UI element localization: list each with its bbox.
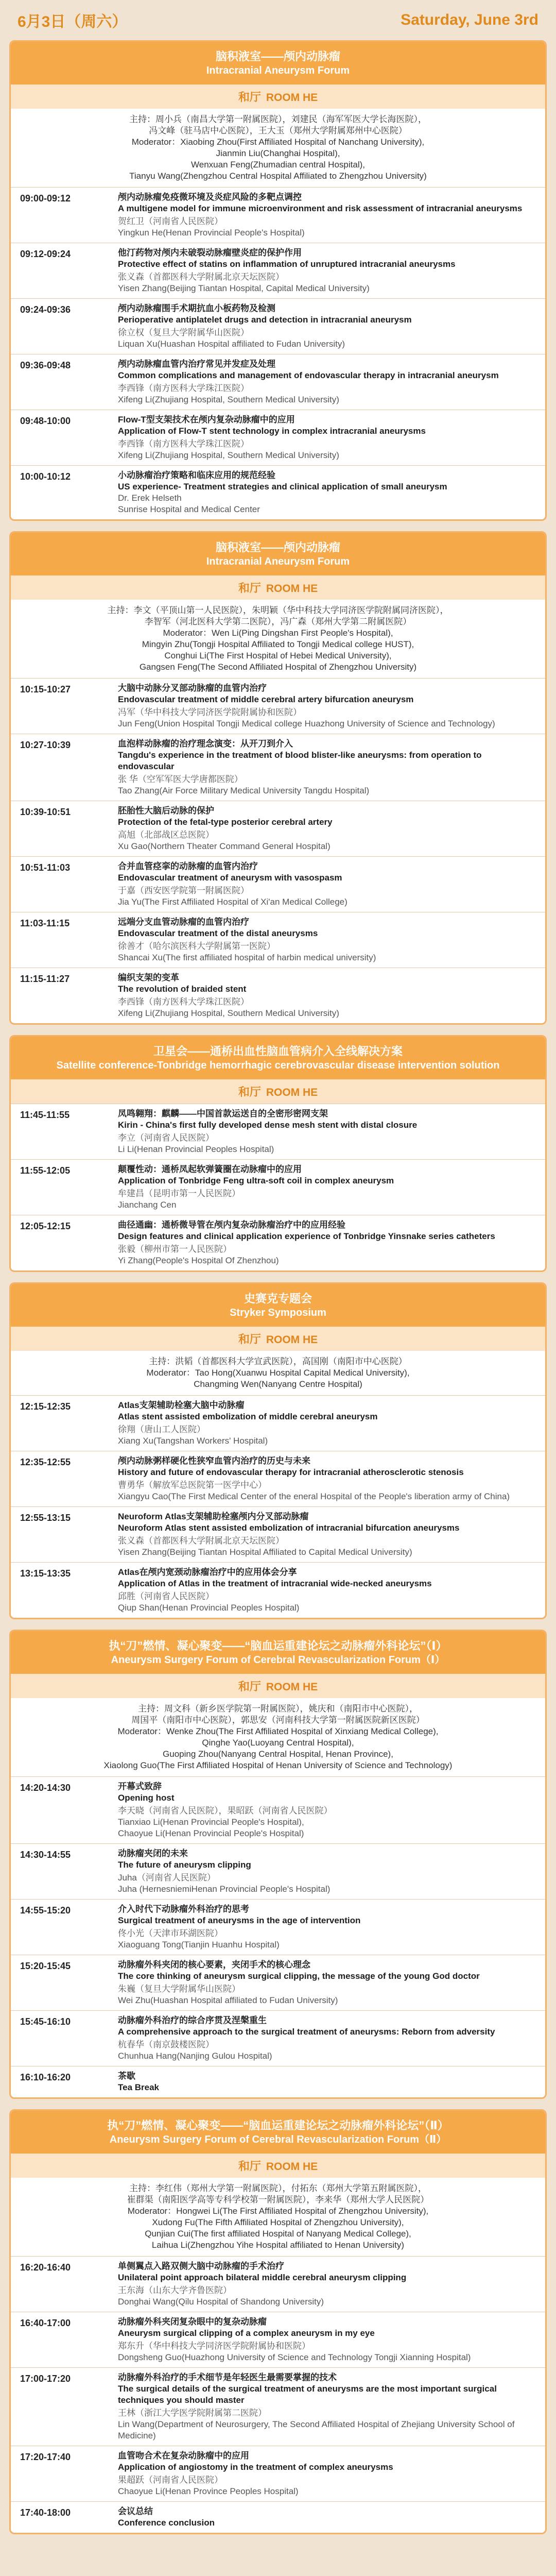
forum-title-en: Satellite conference-Tonbridge hemorrhagic cerebrovascular disease intervention solution	[56, 1060, 500, 1071]
agenda-body	[118, 2015, 536, 2062]
speaker-en: Qiup Shan(Henan Provincial Peoples Hospital)	[118, 1603, 300, 1613]
agenda-title-zh: 胚胎性大脑后动脉的保护	[118, 806, 214, 816]
moderator-line: Guoping Zhou(Nanyang Central Hospital, Henan Province),	[163, 1749, 393, 1759]
agenda-title-en: Application of Flow-T stent technology in complex intracranial aneurysms	[118, 426, 426, 436]
room-label-zh: 和厅	[238, 1086, 261, 1098]
agenda-time: 16:10-16:20	[20, 2072, 71, 2082]
moderator-line: 主持：李红伟（郑州大学第一附属医院），付拓东（郑州大学第五附属医院），	[129, 2183, 427, 2193]
moderators	[11, 600, 545, 678]
agenda-time: 10:39-10:51	[20, 807, 71, 817]
agenda-title-zh: 颠覆性动：通桥凤起软弹簧圈在动脉瘤中的应用	[118, 1164, 302, 1174]
agenda-item	[11, 1776, 545, 1843]
forum-card	[9, 531, 547, 1025]
agenda-item	[11, 243, 545, 298]
agenda-item	[11, 1843, 545, 1899]
moderator-line: Moderator：Wenke Zhou(The First Affiliated Hospital of Xinxiang Medical College),	[117, 1726, 439, 1736]
agenda-body	[118, 805, 536, 852]
agenda-item	[11, 2312, 545, 2367]
speaker-zh: 曹勇华（解放军总医院第一医学中心）	[118, 1480, 267, 1490]
forum-title-zh: 执“刀”燃情、凝心聚变——“脑血运重建论坛之动脉瘤外科论坛”（Ⅱ）	[107, 2119, 449, 2132]
agenda-body	[118, 192, 536, 239]
forum-header	[11, 1037, 545, 1079]
moderator-line: Qinghe Yao(Luoyang Central Hospital),	[202, 1738, 354, 1748]
agenda-time: 11:03-11:15	[20, 918, 70, 928]
room-bar	[11, 1327, 545, 1351]
agenda-title-en: A multigene model for immune microenvironment and risk assessment of intracranial aneurysms	[118, 204, 523, 213]
speaker-zh: 徐翔（唐山工人医院）	[118, 1425, 205, 1434]
agenda-item	[11, 2501, 545, 2533]
moderator-line: Xiaolong Guo(The First Affiliated Hospital of Henan University of Science and Technology)	[103, 1760, 453, 1770]
agenda-body	[118, 247, 536, 294]
agenda-title-en: Application of angiostomy in the treatment of complex aneurysms	[118, 2462, 393, 2472]
agenda-time: 16:40-17:00	[20, 2318, 71, 2328]
speaker-zh: 王东海（山东大学齐鲁医院）	[118, 2285, 232, 2295]
date-en: Saturday, June 3rd	[401, 11, 538, 28]
agenda-title-zh: 茶歇	[118, 2071, 135, 2081]
agenda-time: 09:24-09:36	[20, 304, 71, 315]
forum-title-en: Intracranial Aneurysm Forum	[206, 556, 350, 567]
agenda-time: 10:15-10:27	[20, 684, 71, 694]
agenda-title-zh: 合并血管痉挛的动脉瘤的血管内治疗	[118, 861, 258, 871]
speaker-zh: 朱巍（复旦大学附属华山医院）	[118, 1984, 240, 1994]
agenda-title-en: Tangdu's experience in the treatment of blood blister-like aneurysms: from operation to endovascular	[118, 750, 482, 771]
speaker-zh: 郑东升（华中科技大学同济医学院附属协和医院）	[118, 2341, 310, 2351]
speaker-zh: 于嘉（西安医学院第一附属医院）	[118, 886, 249, 895]
room-label-zh: 和厅	[238, 1333, 261, 1346]
agenda-title-zh: 凤鸣翱翔：麒麟——中国首款运送自的全密形密网支架	[118, 1109, 328, 1118]
agenda-body	[118, 972, 536, 1019]
agenda-body	[118, 1567, 536, 1614]
agenda-body	[118, 738, 536, 796]
speaker-en: Liquan Xu(Huashan Hospital affiliated to Fudan University)	[118, 339, 345, 349]
room-label-en: ROOM HE	[266, 1087, 318, 1098]
agenda-body	[118, 1904, 536, 1951]
forum-card	[9, 1630, 547, 2099]
room-label-en: ROOM HE	[266, 2161, 318, 2173]
agenda-item	[11, 2446, 545, 2501]
agenda-item	[11, 410, 545, 465]
forum-header	[11, 42, 545, 84]
agenda-time: 16:20-16:40	[20, 2262, 71, 2273]
agenda-title-zh: 颅内动脉粥样硬化性狭窄血管内治疗的历史与未来	[118, 1456, 310, 1466]
agenda-body	[118, 2316, 536, 2363]
forum-title-zh: 脑积液室——颅内动脉瘤	[215, 50, 340, 63]
agenda-body	[118, 1781, 536, 1839]
speaker-zh: 王林（浙江大学医学院附属第二医院）	[118, 2408, 267, 2418]
agenda-title-en: Endovascular treatment of middle cerebral artery bifurcation aneurysm	[118, 694, 414, 704]
agenda-time: 09:12-09:24	[20, 249, 71, 259]
agenda-item	[11, 1451, 545, 1506]
agenda-time: 15:20-15:45	[20, 1961, 71, 1971]
speaker-zh: 邱胜（河南省人民医院）	[118, 1591, 214, 1601]
agenda-time: 12:05-12:15	[20, 1221, 71, 1231]
agenda-title-zh: 血管吻合术在复杂动脉瘤中的应用	[118, 2451, 249, 2461]
agenda-title-en: A comprehensive approach to the surgical treatment of aneurysms: Reborn from adversity	[118, 2027, 495, 2037]
forum-list	[0, 40, 556, 2534]
agenda-body	[118, 917, 536, 963]
room-label-zh: 和厅	[238, 1680, 261, 1693]
agenda-body	[118, 1455, 536, 1502]
agenda-item	[11, 1104, 545, 1159]
agenda-body	[118, 1108, 536, 1155]
agenda-title-zh: 曲径通幽：通桥微导管在颅内复杂动脉瘤治疗中的应用经验	[118, 1220, 345, 1230]
agenda-title-en: The future of aneurysm clipping	[118, 1860, 251, 1870]
forum-title-zh: 执“刀”燃情、凝心聚变——“脑血运重建论坛之动脉瘤外科论坛”（Ⅰ）	[109, 1639, 447, 1652]
agenda-time: 12:55-13:15	[20, 1513, 71, 1523]
speaker-en: Dr. Erek Helseth Sunrise Hospital and Medical Center	[118, 493, 260, 514]
agenda-title-zh: 单侧翼点入路双侧大脑中动脉瘤的手术治疗	[118, 2261, 284, 2271]
agenda-time: 13:15-13:35	[20, 1568, 71, 1579]
agenda-title-en: Common complications and management of endovascular therapy in intracranial aneurysm	[118, 370, 499, 380]
moderator-line: 冯文峰（驻马店中心医院），王大玉（郑州大学附属郑州中心医院）	[149, 126, 407, 135]
agenda-item	[11, 1899, 545, 1955]
room-bar	[11, 84, 545, 109]
agenda-item	[11, 1506, 545, 1562]
agenda-title-en: The revolution of braided stent	[118, 984, 247, 994]
moderator-line: Conghui Li(The First Hospital of Hebei Medical University),	[164, 651, 392, 660]
agenda-title-en: Surgical treatment of aneurysms in the age of intervention	[118, 1916, 361, 1925]
speaker-en: Xifeng Li(Zhujiang Hospital, Southern Medical University)	[118, 395, 339, 404]
moderator-line: Laihua Li(Zhengzhou Yihe Hospital affiliated to Henan University)	[151, 2240, 405, 2250]
agenda-time: 09:48-10:00	[20, 416, 71, 426]
agenda-time: 14:55-15:20	[20, 1905, 71, 1916]
agenda-time: 11:55-12:05	[20, 1165, 71, 1176]
agenda-time: 15:45-16:10	[20, 2016, 71, 2027]
room-label-zh: 和厅	[238, 91, 261, 104]
agenda-item	[11, 465, 545, 519]
agenda-time: 10:27-10:39	[20, 740, 71, 750]
agenda-item	[11, 2256, 545, 2312]
speaker-zh: 杭春华（南京鼓楼医院）	[118, 2040, 214, 2049]
agenda-title-en: Application of Tonbridge Feng ultra-soft coil in complex aneurysm	[118, 1176, 394, 1185]
agenda-title-zh: Atlas支架辅助栓塞大脑中动脉瘤	[118, 1400, 245, 1410]
speaker-en: Shancai Xu(The first affiliated hospital of harbin medical university)	[118, 953, 376, 962]
forum-card	[9, 40, 547, 521]
speaker-en: Tao Zhang(Air Force Military Medical University Tangdu Hospital)	[118, 786, 370, 795]
moderator-line: 周国平（南阳市中心医院），郭思安（河南科技大学第一附属医院新区医院）	[131, 1715, 425, 1725]
agenda-title-zh: 开幕式致辞	[118, 1782, 162, 1791]
speaker-zh: 李天晓（河南省人民医院），果昭跃（河南省人民医院）	[118, 1806, 333, 1816]
speaker-en: Dongsheng Guo(Huazhong University of Science and Technology Tongji Xianning Hospital)	[118, 2352, 471, 2362]
speaker-en: Jianchang Cen	[118, 1200, 177, 1210]
agenda-title-en: Kirin - China's first fully developed dense mesh stent with distal closure	[118, 1120, 418, 1130]
agenda-item	[11, 187, 545, 243]
moderator-line: 主持：洪韬（首都医科大学宣武医院），高国刚（南阳市中心医院）	[149, 1357, 407, 1366]
speaker-en: Yingkun He(Henan Provincial People's Hospital)	[118, 228, 305, 238]
forum-header	[11, 1284, 545, 1327]
agenda-time: 12:35-12:55	[20, 1457, 71, 1467]
moderators	[11, 1698, 545, 1776]
moderator-line: 李智军（河北医科大学第二医院），冯广森（郑州大学第二附属医院）	[144, 617, 412, 626]
agenda-title-en: Application of Atlas in the treatment of intracranial wide-necked aneurysms	[118, 1579, 432, 1588]
agenda-body	[118, 2372, 536, 2442]
speaker-zh: 牟建昌（昆明市第一人民医院）	[118, 1189, 240, 1198]
moderator-line: 主持：周文科（新乡医学院第一附属医院），姚庆和（南阳市中心医院），	[138, 1704, 418, 1714]
agenda-time: 09:00-09:12	[20, 193, 71, 204]
agenda-title-en: Endovascular treatment of aneurysm with vasospasm	[118, 873, 342, 883]
agenda-item	[11, 2066, 545, 2097]
agenda-title-en: Neuroform Atlas stent assisted embolization of intracranial bifurcation aneurysms	[118, 1523, 460, 1533]
speaker-zh: 李西锋（南方医科大学珠江医院）	[118, 997, 249, 1007]
agenda-time: 11:45-11:55	[20, 1110, 70, 1120]
agenda-title-en: The surgical details of the surgical treatment of aneurysms are the most important surgical techniques you should master	[118, 2384, 497, 2405]
agenda-body	[118, 359, 536, 405]
speaker-zh: 张 华（空军军医大学唐都医院）	[118, 774, 243, 784]
agenda-body	[118, 2071, 536, 2093]
agenda-item	[11, 968, 545, 1023]
speaker-zh: 李西锋（南方医科大学珠江医院）	[118, 383, 249, 393]
agenda-title-en: Tea Break	[118, 2082, 160, 2092]
speaker-zh: 徐善才（哈尔滨医科大学附属第一医院）	[118, 941, 275, 951]
moderator-line: Moderator：Hongwei Li(The First Affiliated Hospital of Zhengzhou University),	[127, 2206, 429, 2216]
agenda-body	[118, 470, 536, 515]
moderators	[11, 2178, 545, 2256]
speaker-en: Chunhua Hang(Nanjing Gulou Hospital)	[118, 2051, 272, 2061]
agenda-item	[11, 2367, 545, 2446]
room-label-en: ROOM HE	[266, 583, 318, 595]
agenda-title-en: The core thinking of aneurysm surgical clipping, the message of the young God doctor	[118, 1971, 480, 1981]
agenda-title-en: US experience- Treatment strategies and clinical application of small aneurysm	[118, 482, 447, 492]
agenda-time: 10:51-11:03	[20, 862, 71, 873]
agenda-title-zh: 远端分支血管动脉瘤的血管内治疗	[118, 917, 249, 927]
moderator-line: Jianmin Liu(Changhai Hospital),	[216, 148, 340, 158]
speaker-en: Juha (HernesniemiHenan Provincial People's Hospital)	[118, 1884, 331, 1894]
forum-header	[11, 533, 545, 575]
speaker-zh: 徐立权（复旦大学附属华山医院）	[118, 328, 249, 337]
moderator-line: Moderator：Tao Hong(Xuanwu Hospital Capital Medical University),	[146, 1368, 410, 1378]
forum-title-en: Aneurysm Surgery Forum of Cerebral Revascularization Forum（Ⅰ）	[111, 1654, 445, 1666]
forum-card	[9, 1282, 547, 1619]
forum-title-en: Intracranial Aneurysm Forum	[206, 65, 350, 76]
agenda-body	[118, 2450, 536, 2497]
speaker-en: Jia Yu(The First Affiliated Hospital of Xi'an Medical College)	[118, 897, 348, 907]
room-label-en: ROOM HE	[266, 1681, 318, 1693]
agenda-item	[11, 734, 545, 801]
speaker-zh: 张毅（柳州市第一人民医院）	[118, 1244, 232, 1254]
agenda-body	[118, 303, 536, 350]
agenda-time: 10:00-10:12	[20, 471, 71, 482]
agenda-title-en: History and future of endovascular therapy for intracranial atherosclerotic stenosis	[118, 1467, 464, 1477]
date-zh: 6月3日（周六）	[18, 13, 128, 30]
speaker-en: Xiaoguang Tong(Tianjin Huanhu Hospital)	[118, 1940, 280, 1950]
agenda-time: 12:15-12:35	[20, 1401, 71, 1412]
moderator-line: Gangsen Feng(The Second Affiliated Hospital of Zhengzhou University)	[139, 662, 417, 672]
agenda-title-zh: 编织支架的变革	[118, 973, 179, 982]
moderator-line: Moderator：Xiaobing Zhou(First Affiliated Hospital of Nanchang University),	[131, 137, 425, 147]
moderator-line: Xudong Fu(The Fifth Affiliated Hospital of Zhengzhou University),	[152, 2217, 404, 2227]
agenda-title-zh: 颅内动脉瘤围手术期抗血小板药物及检测	[118, 303, 275, 313]
forum-title-en: Aneurysm Surgery Forum of Cerebral Revascularization Forum（Ⅱ）	[109, 2134, 447, 2145]
agenda-body	[118, 861, 536, 908]
agenda-item	[11, 1215, 545, 1270]
agenda-title-zh: 血泡样动脉瘤的治疗理念演变：从开刀到介入	[118, 739, 293, 749]
agenda-body	[118, 1848, 536, 1895]
speaker-en: Wei Zhu(Huashan Hospital affiliated to Fudan University)	[118, 1995, 338, 2005]
agenda-body	[118, 1400, 536, 1447]
speaker-zh: 张义森（首都医科大学附属北京天坛医院）	[118, 272, 284, 282]
forum-header	[11, 1631, 545, 1674]
speaker-en: Xiang Xu(Tangshan Workers' Hospital)	[118, 1436, 268, 1446]
agenda-title-zh: 介入时代下动脉瘤外科治疗的思考	[118, 1904, 249, 1914]
moderator-line: Tianyu Wang(Zhengzhou Central Hospital Affiliated to Zhengzhou University)	[129, 171, 427, 181]
agenda-title-en: Opening host	[118, 1793, 175, 1803]
agenda-item	[11, 1159, 545, 1215]
moderator-line: 主持：李文（平顶山第一人民医院），朱明颖（华中科技大学同济医学院附属同济医院），	[107, 605, 449, 615]
agenda-title-zh: 动脉瘤外科治疗的综合序贯及涅槃重生	[118, 2015, 267, 2025]
agenda-body	[118, 683, 536, 730]
agenda-time: 17:20-17:40	[20, 2452, 71, 2462]
agenda-body	[118, 1959, 536, 2006]
agenda-item	[11, 298, 545, 354]
moderator-line: Wenxuan Feng(Zhumadian central Hospital),	[191, 160, 365, 170]
speaker-zh: 李西锋（南方医科大学珠江医院）	[118, 439, 249, 449]
agenda-title-zh: 颅内动脉瘤血管内治疗常见并发症及处理	[118, 359, 275, 369]
moderator-line: 主持：周小兵（南昌大学第一附属医院），刘建民（海军军医大学长海医院），	[129, 114, 427, 124]
forum-title-en: Stryker Symposium	[230, 1307, 326, 1318]
agenda-item	[11, 856, 545, 912]
forum-title-zh: 脑积液室——颅内动脉瘤	[215, 541, 340, 554]
speaker-en: Lin Wang(Department of Neurosurgery, The Second Affiliated Hospital of Zhejiang University School of Medicine)	[118, 2419, 515, 2441]
room-bar	[11, 1674, 545, 1698]
agenda-title-zh: 他汀药物对颅内未破裂动脉瘤壁炎症的保护作用	[118, 248, 302, 258]
agenda-title-zh: 颅内动脉瘤免疫微环境及炎症风险的多靶点调控	[118, 192, 302, 202]
agenda-title-en: Unilateral point approach bilateral middle cerebral aneurysm clipping	[118, 2273, 407, 2282]
room-label-zh: 和厅	[238, 582, 261, 595]
room-label-en: ROOM HE	[266, 1334, 318, 1346]
agenda-item	[11, 354, 545, 410]
agenda-title-zh: 动脉瘤夹闭的未来	[118, 1849, 188, 1858]
speaker-zh: 贺红卫（河南省人民医院）	[118, 216, 223, 226]
room-bar	[11, 2154, 545, 2178]
speaker-zh: Juha（河南省人民医院）	[118, 1873, 216, 1883]
moderator-line: Changming Wen(Nanyang Centre Hospital)	[194, 1379, 362, 1389]
agenda-title-en: Design features and clinical application experience of Tonbridge Yinsnake series catheters	[118, 1231, 495, 1241]
agenda-time: 14:20-14:30	[20, 1783, 71, 1793]
agenda-body	[118, 2506, 536, 2529]
agenda-title-en: Atlas stent assisted embolization of middle cerebral aneurysm	[118, 1412, 378, 1421]
agenda-item	[11, 1562, 545, 1618]
moderators	[11, 109, 545, 187]
speaker-en: Xifeng Li(Zhujiang Hospital, Southern Medical University)	[118, 450, 339, 460]
agenda-title-zh: 动脉瘤外科夹闭的核心要素，夹闭手术的核心理念	[118, 1960, 310, 1970]
speaker-en: Chaoyue Li(Henan Province Peoples Hospital)	[118, 2486, 299, 2496]
moderator-line: Qunjian Cui(The first affiliated Hospital of Nanyang Medical College),	[145, 2229, 411, 2239]
agenda-body	[118, 1511, 536, 1558]
room-label-en: ROOM HE	[266, 92, 318, 104]
forum-card	[9, 1035, 547, 1272]
agenda-item	[11, 801, 545, 856]
speaker-en: Yisen Zhang(Beijing Tiantan Hospital Affiliated to Capital Medical University)	[118, 1547, 412, 1557]
agenda-title-en: Perioperative antiplatelet drugs and detection in intracranial aneurysm	[118, 315, 412, 325]
forum-title-zh: 史赛克专题会	[244, 1292, 312, 1305]
room-bar	[11, 575, 545, 600]
moderators	[11, 1351, 545, 1395]
speaker-en: Jun Feng(Union Hospital Tongji Medical college Huazhong University of Science and Technology)	[118, 719, 495, 728]
agenda-body	[118, 1164, 536, 1211]
agenda-item	[11, 2010, 545, 2066]
speaker-zh: 张义森（首都医科大学附属北京天坛医院）	[118, 1536, 284, 1546]
speaker-en: Li Li(Henan Provincial Peoples Hospital)	[118, 1144, 274, 1154]
speaker-en: Yi Zhang(People's Hospital Of Zhenzhou)	[118, 1256, 279, 1265]
speaker-zh: 冯军（华中科技大学同济医学院附属协和医院）	[118, 707, 302, 717]
speaker-en: Donghai Wang(Qilu Hospital of Shandong University)	[118, 2297, 324, 2307]
forum-header	[11, 2111, 545, 2154]
agenda-title-en: Conference conclusion	[118, 2518, 215, 2528]
agenda-item	[11, 912, 545, 968]
speaker-en: Yisen Zhang(Beijing Tiantan Hospital, Capital Medical University)	[118, 283, 370, 293]
agenda-item	[11, 678, 545, 734]
agenda-title-zh: 动脉瘤外科治疗的手术细节是年轻医生最需要掌握的技术	[118, 2372, 337, 2382]
room-label-zh: 和厅	[238, 2160, 261, 2173]
speaker-en: Tianxiao Li(Henan Provincial People's Hospital), Chaoyue Li(Henan Provincial People's Hospital)	[118, 1817, 304, 1838]
agenda-title-en: Protection of the fetal-type posterior cerebral artery	[118, 817, 333, 827]
agenda-body	[118, 2261, 536, 2308]
speaker-en: Xiangyu Cao(The First Medical Center of the eneral Hospital of the People's liberation army of China)	[118, 1492, 510, 1501]
agenda-title-zh: 小动脉瘤治疗策略和临床应用的规范经验	[118, 470, 275, 480]
agenda-body	[118, 1219, 536, 1266]
agenda-title-zh: Atlas在颅内宽颈动脉瘤治疗中的应用体会分享	[118, 1567, 297, 1577]
forum-title-zh: 卫星会——通桥出血性脑血管病介入全线解决方案	[153, 1045, 403, 1058]
agenda-time: 11:15-11:27	[20, 974, 70, 984]
speaker-zh: 李立（河南省人民医院）	[118, 1133, 214, 1143]
moderator-line: 崔群渠（南阳医学高等专科学校第一附属医院），李来华（郑州大学人民医院）	[127, 2195, 429, 2205]
agenda-title-en: Protective effect of statins on inflammation of unruptured intracranial aneurysms	[118, 259, 456, 269]
agenda-item	[11, 1395, 545, 1451]
agenda-title-zh: 会议总结	[118, 2506, 153, 2516]
day-header	[0, 0, 556, 40]
speaker-en: Xu Gao(Northern Theater Command General Hospital)	[118, 841, 331, 851]
speaker-en: Xifeng Li(Zhujiang Hospital, Southern Medical University)	[118, 1008, 339, 1018]
agenda-title-zh: Flow-T型支架技术在颅内复杂动脉瘤中的应用	[118, 415, 295, 425]
speaker-zh: 佟小光（天津市环湖医院）	[118, 1928, 223, 1938]
agenda-item	[11, 1955, 545, 2010]
room-bar	[11, 1079, 545, 1104]
agenda-time: 14:30-14:55	[20, 1850, 71, 1860]
agenda-title-en: Endovascular treatment of the distal aneurysms	[118, 928, 318, 938]
agenda-title-zh: 大脑中动脉分叉部动脉瘤的血管内治疗	[118, 683, 267, 693]
speaker-zh: 果超跃（河南省人民医院）	[118, 2475, 223, 2485]
agenda-title-zh: Neuroform Atlas支架辅助栓塞颅内分叉部动脉瘤	[118, 1512, 309, 1521]
agenda-title-zh: 动脉瘤外科夹闭复杂眼中的复杂动脉瘤	[118, 2317, 267, 2327]
moderator-line: Mingyin Zhu(Tongji Hospital Affiliated to Tongji Medical college HUST),	[142, 639, 414, 649]
agenda-time: 17:00-17:20	[20, 2374, 71, 2384]
agenda-time: 17:40-18:00	[20, 2507, 71, 2518]
agenda-body	[118, 414, 536, 461]
agenda-time: 09:36-09:48	[20, 360, 71, 370]
speaker-zh: 高旭（北部战区总医院）	[118, 830, 214, 840]
moderator-line: Moderator：Wen Li(Ping Dingshan First People's Hospital),	[163, 628, 393, 638]
forum-card	[9, 2109, 547, 2534]
agenda-title-en: Aneurysm surgical clipping of a complex aneurysm in my eye	[118, 2328, 375, 2338]
